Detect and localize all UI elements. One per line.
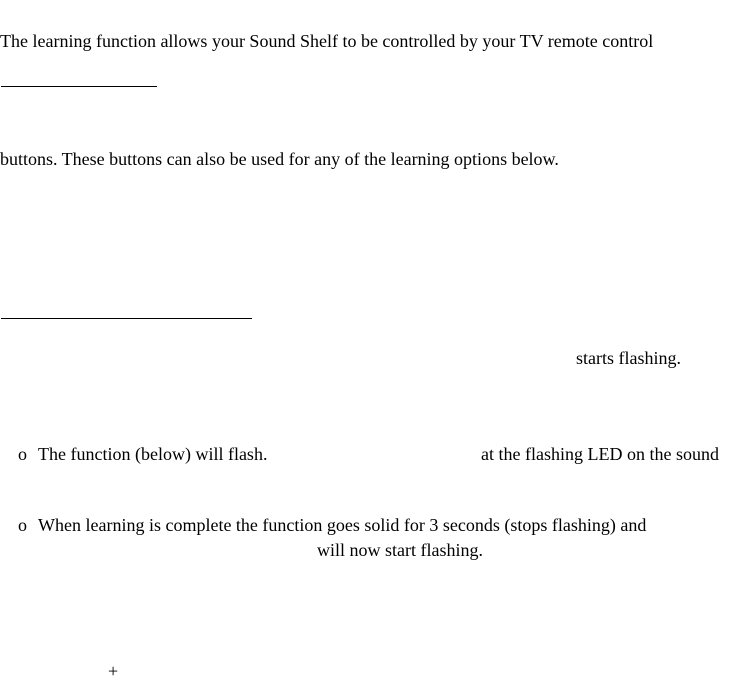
plus-symbol: + xyxy=(108,661,119,681)
heading-underline-1 xyxy=(1,86,157,87)
bullet-1-end: at the flashing LED on the sound xyxy=(481,444,719,464)
step-tail-text: starts flashing. xyxy=(576,348,681,368)
bullet-2-line-1: When learning is complete the function goes solid for 3 seconds (stops flashing) and xyxy=(38,515,647,535)
intro-line-1: The learning function allows your Sound Shelf to be controlled by your TV remote control xyxy=(0,31,654,51)
bullet-marker-1: o xyxy=(18,444,27,464)
intro-line-2: buttons. These buttons can also be used for any of the learning options below. xyxy=(0,149,559,169)
bullet-2-line-2: will now start flashing. xyxy=(317,540,483,560)
bullet-1-start: The function (below) will flash. xyxy=(38,444,268,464)
heading-underline-2 xyxy=(1,318,252,319)
bullet-marker-2: o xyxy=(18,515,27,535)
